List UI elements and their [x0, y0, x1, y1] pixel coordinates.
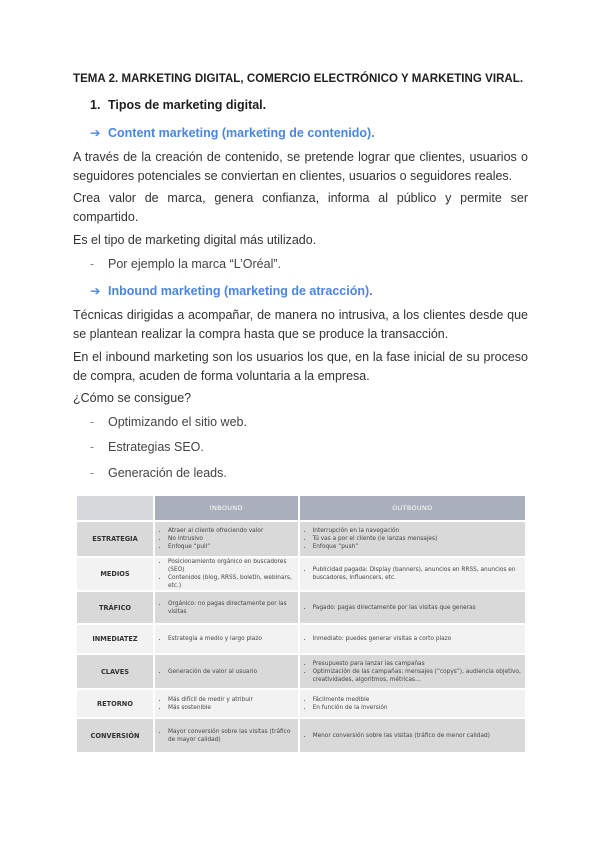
table-cell-item: • Más difícil de medir y atribuir	[168, 696, 294, 704]
table-cell-inbound	[155, 690, 298, 717]
dash-bullet-icon: -	[90, 257, 95, 271]
table-cell-item: • No intrusivo	[168, 535, 294, 543]
inbound-outbound-table	[75, 494, 527, 754]
table-cell-outbound	[300, 655, 525, 688]
table-cell-inbound	[155, 719, 298, 752]
inbound-marketing-title: Inbound marketing (marketing de atracción).	[108, 284, 373, 298]
dash-bullet-icon: -	[90, 415, 95, 429]
table-cell-inbound	[155, 522, 298, 556]
table-cell-list	[159, 600, 294, 616]
inbound-marketing-paragraph-3: ¿Cómo se consigue?	[73, 391, 192, 405]
table-cell-item: • Inmediato: puedes generar visitas a corto plazo	[313, 635, 521, 643]
table-cell-list	[159, 558, 294, 590]
table-cell-list	[159, 696, 294, 712]
content-marketing-paragraph-1: A través de la creación de contenido, se pretende lograr que clientes, usuarios o seguidores potenciales se conviertan en clientes, usuarios o seguidores reales.	[73, 150, 528, 183]
table-header-inbound: INBOUND	[155, 496, 298, 520]
table-cell-inbound	[155, 625, 298, 653]
table-cell-list	[159, 668, 294, 676]
table-cell-item: • Presupuesto para lanzar las campañas	[313, 660, 521, 668]
inbound-marketing-paragraph-1: Técnicas dirigidas a acompañar, de manera no intrusiva, a los clientes desde que se plantean realizar la compra hasta que se produce la transacción.	[73, 308, 528, 341]
table-cell-list	[304, 566, 521, 582]
table-row	[77, 690, 525, 717]
list-item-text: Por ejemplo la marca “L’Oréal”.	[108, 257, 281, 271]
table-cell-list	[304, 635, 521, 643]
table-cell-outbound	[300, 690, 525, 717]
table-cell-inbound	[155, 592, 298, 623]
table-cell-list	[159, 635, 294, 643]
table-cell-list	[304, 732, 521, 740]
table-cell-item: • Enfoque “push”	[313, 543, 521, 551]
table-row	[77, 522, 525, 556]
table-row-label: RETORNO	[77, 690, 153, 717]
section-number: 1.	[90, 98, 101, 112]
table-cell-item: • Generación de valor al usuario	[168, 668, 294, 676]
inbound-marketing-paragraph-2: En el inbound marketing son los usuarios los que, en la fase inicial de su proceso de compra, acuden de forma voluntaria a la empresa.	[73, 350, 528, 383]
list-item	[90, 415, 247, 429]
table-cell-list	[304, 527, 521, 551]
table-row	[77, 655, 525, 688]
table-cell-inbound	[155, 655, 298, 688]
dash-bullet-icon: -	[90, 466, 95, 480]
table-row-label: ESTRATEGIA	[77, 522, 153, 556]
table-row	[77, 558, 525, 590]
table-row-label: INMEDIATEZ	[77, 625, 153, 653]
table-row-label: MEDIOS	[77, 558, 153, 590]
table-row	[77, 719, 525, 752]
content-marketing-paragraph-2: Crea valor de marca, genera confianza, informa al público y permite ser compartido.	[73, 191, 528, 224]
table-cell-list	[304, 604, 521, 612]
table-body	[77, 522, 525, 752]
inbound-marketing-heading	[90, 283, 373, 298]
table-cell-outbound	[300, 558, 525, 590]
dash-bullet-icon: -	[90, 440, 95, 454]
table-header-row	[77, 496, 525, 520]
table-cell-outbound	[300, 522, 525, 556]
section-label: Tipos de marketing digital.	[108, 98, 267, 112]
table-cell-item: • Fácilmente medible	[313, 696, 521, 704]
arrow-right-icon: ➔	[90, 126, 101, 140]
table-cell-list	[304, 696, 521, 712]
content-marketing-heading	[90, 125, 375, 140]
table-cell-outbound	[300, 625, 525, 653]
table-cell-item: • Tú vas a por el cliente (le lanzas mensajes)	[313, 535, 521, 543]
table-cell-inbound	[155, 558, 298, 590]
table-cell-item: • Orgánico: no pagas directamente por las visitas	[168, 600, 294, 616]
table-cell-item: • Atraer al cliente ofreciendo valor	[168, 527, 294, 535]
table-cell-item: • En función de la inversión	[313, 704, 521, 712]
content-marketing-paragraph-3: Es el tipo de marketing digital más utilizado.	[73, 233, 317, 247]
table-header-outbound: OUTBOUND	[300, 496, 525, 520]
table-cell-item: • Estrategia a medio y largo plazo	[168, 635, 294, 643]
table-cell-item: • Pagado: pagas directamente por las visitas que generas	[313, 604, 521, 612]
table-row-label: TRÁFICO	[77, 592, 153, 623]
table-cell-item: • Interrupción en la navegación	[313, 527, 521, 535]
table-cell-item: • Enfoque “pull”	[168, 543, 294, 551]
table-row	[77, 592, 525, 623]
table-cell-item: • Posicionamiento orgánico en buscadores (SEO)	[168, 558, 294, 574]
table-cell-item: • Mayor conversión sobre las visitas (tráfico de mayor calidad)	[168, 728, 294, 744]
table-cell-item: • Menor conversión sobre las visitas (tráfico de menor calidad)	[313, 732, 521, 740]
table-row-label: CONVERSIÓN	[77, 719, 153, 752]
table-cell-item: • Más sostenible	[168, 704, 294, 712]
table-cell-item: • Publicidad pagada: Display (banners), anuncios en RRSS, anuncios en buscadores, influencers, etc.	[313, 566, 521, 582]
table-cell-list	[159, 527, 294, 551]
table-cell-item: • Optimización de las campañas: mensajes (“copys”), audiencia objetivo, creatividades, algoritmos, métricas…	[313, 668, 521, 684]
section-heading	[90, 98, 266, 112]
table-cell-outbound	[300, 719, 525, 752]
table-row	[77, 625, 525, 653]
list-item-text: Estrategias SEO.	[108, 440, 204, 454]
table-cell-outbound	[300, 592, 525, 623]
content-marketing-title: Content marketing (marketing de contenido).	[108, 126, 375, 140]
list-item	[90, 257, 281, 271]
list-item	[90, 440, 204, 454]
table-row-label: CLAVES	[77, 655, 153, 688]
list-item	[90, 466, 227, 480]
table-cell-item: • Contenidos (blog, RRSS, boletín, webinars, etc.)	[168, 574, 294, 590]
list-item-text: Generación de leads.	[108, 466, 227, 480]
table-cell-list	[159, 728, 294, 744]
table-cell-list	[304, 660, 521, 684]
document-title: TEMA 2. MARKETING DIGITAL, COMERCIO ELECTRÓNICO Y MARKETING VIRAL.	[73, 73, 524, 85]
table-header-blank	[77, 496, 153, 520]
list-item-text: Optimizando el sitio web.	[108, 415, 247, 429]
arrow-right-icon: ➔	[90, 284, 101, 298]
